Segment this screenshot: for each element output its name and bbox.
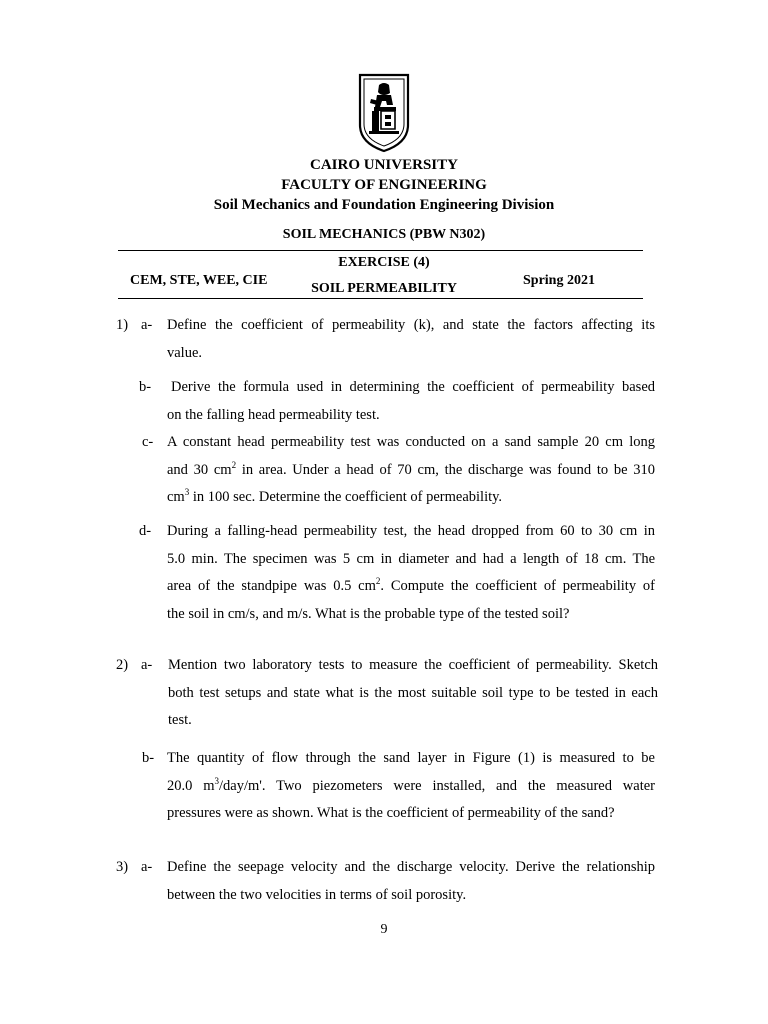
question-2b-text: The quantity of flow through the sand layer in Figure (1) is measured to be 20.0 $m^3/day/m'$. Two piezometers were installed, and the measured water pressures were as shown. What is the coefficient of permeability of the sand? [167,750,656,821]
exercise-number: EXERCISE (4) [338,255,430,270]
exercise-topic: SOIL PERMEABILITY [311,281,457,296]
question-1b-label: b- [139,379,152,395]
cairo-university-logo [357,73,411,153]
question-2a-text: Mention two laboratory tests to measure the coefficient of permeability. Sketch both test setups and state what is the most suitable soil type to be tested in each test. [168,657,658,728]
division-name: Soil Mechanics and Foundation Engineering Division [213,197,555,213]
university-name: CAIRO UNIVERSITY [310,157,458,173]
question-1-number: 1) [116,317,129,333]
question-1d-text: During a falling-head permeability test, the head dropped from 60 to 30 cm in 5.0 min. The specimen was 5 cm in diameter and had a length of 18 cm. The area of the standpipe was 0.5 $cm^2$. Compute the coefficient of permeability of the soil in cm/s, and m/s. What is the probable type of the tested soil? [167,523,655,622]
question-1a-label: a- [141,317,153,333]
question-1c-label: c- [142,434,154,450]
question-2a-label: a- [141,657,153,673]
question-1a-text: Define the coefficient of permeability (k), and state the factors affecting its value. [167,317,655,361]
header-bottom-rule [118,298,643,299]
question-1b-text: Derive the formula used in determining the coefficient of permeability based on the falling head permeability test. [167,379,655,423]
question-1d-label: d- [139,523,152,539]
departments: CEM, STE, WEE, CIE [130,273,268,288]
header-top-rule [118,250,643,251]
course-title: SOIL MECHANICS (PBW N302) [282,227,486,242]
question-3-number: 3) [116,859,129,875]
question-3a-text: Define the seepage velocity and the discharge velocity. Derive the relationship between the two velocities in terms of soil porosity. [167,859,655,903]
question-2-number: 2) [116,657,129,673]
question-1c-text: A constant head permeability test was conducted on a sand sample 20 cm long and 30 $cm^2$ in area. Under a head of 70 cm, the discharge was found to be 310 $cm^3$ in 100 sec. Determine the coefficient of permeability. [167,434,655,505]
faculty-name: FACULTY OF ENGINEERING [281,177,487,193]
question-3a-label: a- [141,859,153,875]
question-2b-label: b- [142,750,155,766]
page-number: 9 [380,922,388,937]
term: Spring 2021 [523,273,595,288]
